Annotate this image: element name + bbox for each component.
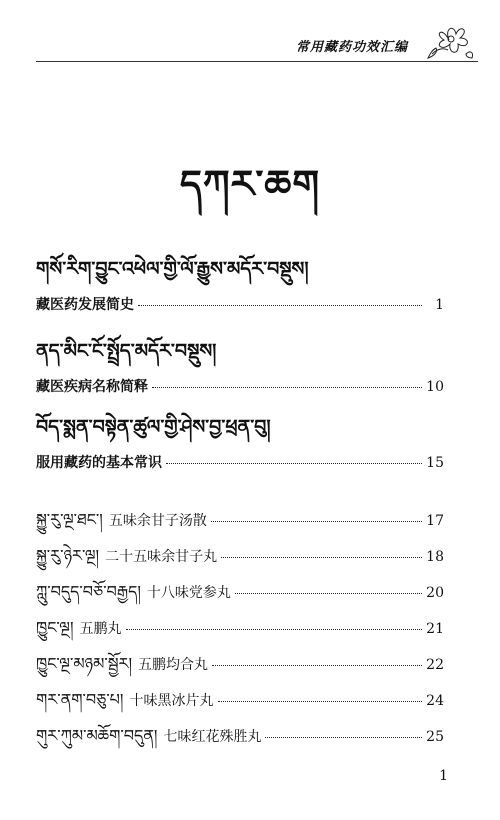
page-ref: 17 bbox=[426, 513, 444, 529]
book-title: 常用藏药功效汇编 bbox=[295, 40, 408, 55]
item-tibetan-name: སྐྱུ་རུ་ལྔ་ཐང་། bbox=[36, 510, 103, 529]
item-chinese-name: 二十五味余甘子丸 bbox=[105, 549, 218, 565]
toc-section bbox=[36, 338, 444, 396]
toc-entry[interactable] bbox=[36, 574, 444, 610]
toc-section bbox=[36, 414, 444, 472]
toc-entry[interactable] bbox=[36, 646, 444, 682]
toc-entry[interactable] bbox=[36, 538, 444, 574]
section-chinese-title: 藏医药发展简史 bbox=[36, 297, 134, 313]
item-chinese-name: 五鹏丸 bbox=[79, 621, 122, 637]
item-chinese-name: 十味黑冰片丸 bbox=[129, 693, 214, 709]
toc-entry[interactable] bbox=[36, 502, 444, 538]
toc-items bbox=[36, 502, 444, 754]
flower-ornament-icon bbox=[420, 18, 478, 62]
dot-leader bbox=[212, 665, 422, 666]
item-tibetan-name: ཁྱུང་ལྔ། bbox=[36, 618, 74, 637]
item-tibetan-name: གར་ནག་བཅུ་པ། bbox=[36, 690, 124, 709]
item-tibetan-name: ཀླུ་བདུད་བཅོ་བརྒྱད། bbox=[36, 582, 141, 601]
toc-section bbox=[36, 256, 444, 314]
item-tibetan-name: གུར་ཀུམ་མཆོག་བདུན། bbox=[36, 726, 158, 745]
section-chinese-title: 服用藏药的基本常识 bbox=[36, 455, 162, 471]
dot-leader bbox=[166, 463, 422, 464]
dot-leader bbox=[235, 593, 422, 594]
toc-entry[interactable] bbox=[36, 682, 444, 718]
item-chinese-name: 七味红花殊胜丸 bbox=[163, 729, 262, 745]
dot-leader bbox=[152, 387, 422, 388]
dot-leader bbox=[218, 701, 423, 702]
section-tibetan-title: གསོ་རིག་བྱུང་འཕེལ་གྱི་ལོ་རྒྱུས་མདོར་བསྡུས། bbox=[36, 258, 309, 280]
page-number: 1 bbox=[439, 768, 448, 784]
item-chinese-name: 五味余甘子汤散 bbox=[108, 513, 207, 529]
toc-entry[interactable] bbox=[36, 376, 444, 396]
dot-leader bbox=[265, 737, 422, 738]
section-chinese-title: 藏医疾病名称简释 bbox=[36, 379, 148, 395]
page-ref: 15 bbox=[426, 455, 444, 471]
header-rule bbox=[36, 61, 478, 62]
toc-entry[interactable] bbox=[36, 452, 444, 472]
page-ref: 18 bbox=[426, 549, 444, 565]
page-ref: 1 bbox=[435, 297, 444, 313]
page-ref: 25 bbox=[426, 729, 444, 745]
item-chinese-name: 五鹏均合丸 bbox=[138, 657, 209, 673]
page-ref: 10 bbox=[426, 379, 444, 395]
dot-leader bbox=[126, 629, 422, 630]
page-title: དཀར་ཆག bbox=[179, 161, 321, 206]
running-header bbox=[36, 14, 478, 62]
toc-entry[interactable] bbox=[36, 294, 444, 314]
page-ref: 21 bbox=[426, 621, 444, 637]
item-tibetan-name: སྐྱུ་རུ་ཉེར་ལྔ། bbox=[36, 546, 100, 565]
page-ref: 20 bbox=[426, 585, 444, 601]
item-tibetan-name: ཁྱུང་ལྔ་མཉམ་སྦྱོར། bbox=[36, 654, 133, 673]
dot-leader bbox=[221, 557, 422, 558]
item-chinese-name: 十八味党参丸 bbox=[146, 585, 231, 601]
section-tibetan-title: བོད་སྨན་བསྟེན་ཚུལ་གྱི་ཤེས་བྱ་ཕྲན་བུ། bbox=[36, 416, 271, 438]
page-ref: 22 bbox=[426, 657, 444, 673]
dot-leader bbox=[138, 305, 422, 306]
page-ref: 24 bbox=[426, 693, 444, 709]
dot-leader bbox=[211, 521, 422, 522]
toc-entry[interactable] bbox=[36, 718, 444, 754]
section-tibetan-title: ནད་མིང་ངོ་སྤྲོད་མདོར་བསྡུས། bbox=[36, 340, 217, 362]
